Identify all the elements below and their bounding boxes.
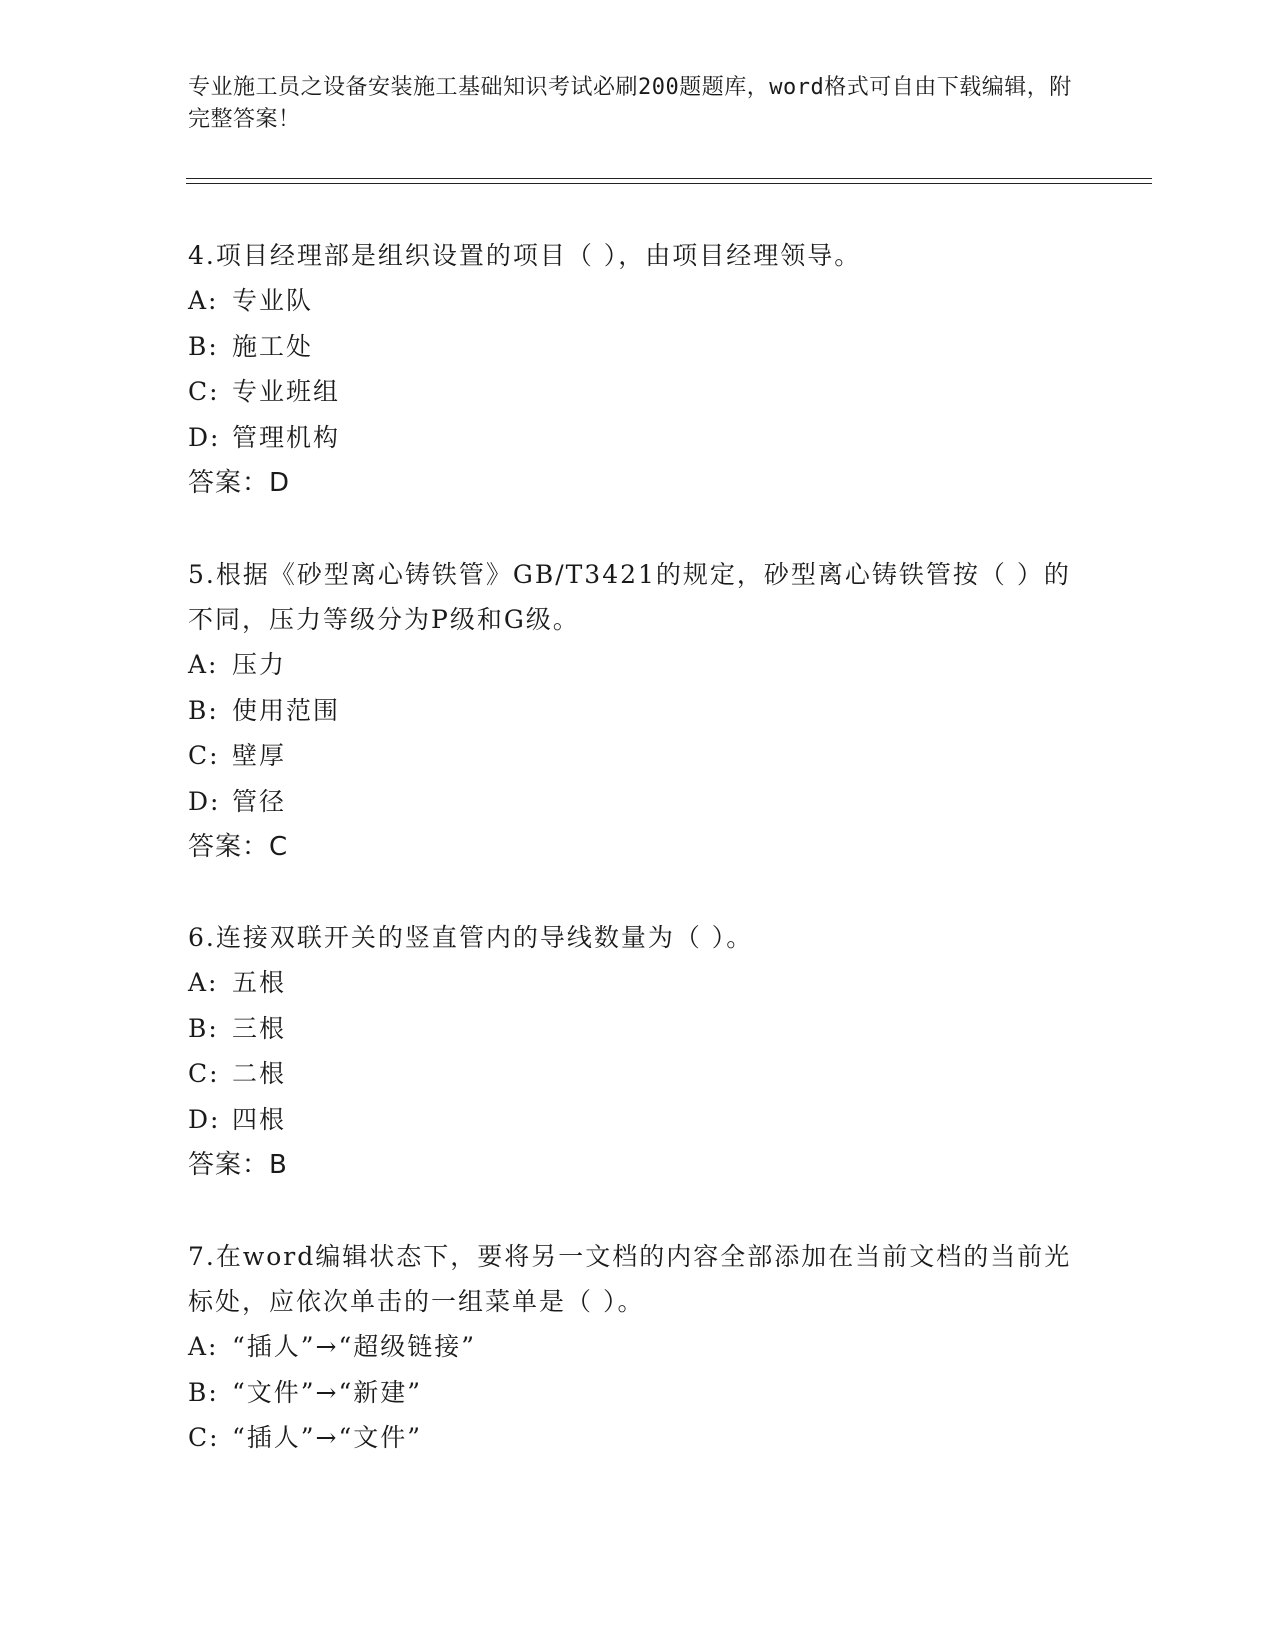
option-text: “插人”→“超级链接” [232, 1332, 477, 1361]
option-text: 三根 [232, 1013, 287, 1043]
option-text: 使用范围 [232, 695, 341, 725]
question-7 [188, 1234, 1088, 1461]
option-c [188, 1051, 1088, 1097]
option-text: 五根 [232, 968, 287, 997]
option-list [188, 278, 1088, 460]
option-key: C: [188, 377, 220, 406]
option-key: C: [188, 1423, 220, 1452]
option-b [188, 688, 1088, 734]
question-4 [188, 233, 1088, 506]
option-key: B: [188, 1377, 219, 1407]
option-a [188, 278, 1088, 324]
option-key: A: [188, 650, 219, 679]
option-b [188, 324, 1088, 370]
option-list [188, 960, 1088, 1142]
header-rule-bottom [186, 183, 1152, 184]
option-key: D: [188, 786, 221, 816]
option-a [188, 1324, 1088, 1370]
header-rule-top [186, 178, 1152, 179]
answer-line: 答案：B [188, 1150, 288, 1180]
option-text: 四根 [232, 1104, 287, 1134]
option-a [188, 960, 1088, 1006]
option-key: C: [188, 1059, 220, 1088]
option-text: “插人”→“文件” [232, 1423, 423, 1452]
option-text: 施工处 [232, 331, 314, 361]
option-d [188, 415, 1088, 461]
option-c [188, 369, 1088, 415]
option-key: B: [188, 695, 219, 725]
option-list [188, 1324, 1088, 1461]
question-stem: 6.连接双联开关的竖直管内的导线数量为（ ）。 [188, 923, 754, 952]
question-stem: 4.项目经理部是组织设置的项目（ ），由项目经理领导。 [188, 241, 862, 270]
option-key: C: [188, 741, 220, 770]
option-text: 管径 [232, 786, 287, 816]
option-text: 二根 [232, 1059, 287, 1088]
question-stem: 5.根据《砂型离心铸铁管》GB/T3421的规定，砂型离心铸铁管按（ ）的不同，压力等级分为P级和G级。 [188, 560, 1071, 634]
question-5 [188, 552, 1088, 870]
answer-line: 答案：D [188, 468, 291, 498]
option-d [188, 1097, 1088, 1143]
option-list [188, 642, 1088, 824]
option-b [188, 1006, 1088, 1052]
option-b [188, 1370, 1088, 1416]
question-stem: 7.在word编辑状态下，要将另一文档的内容全部添加在当前文档的当前光标处，应依次单击的一组菜单是（ ）。 [188, 1242, 1072, 1316]
option-key: A: [188, 968, 219, 997]
question-6 [188, 915, 1088, 1188]
option-key: D: [188, 422, 221, 452]
option-text: 壁厚 [232, 741, 287, 770]
option-key: D: [188, 1104, 221, 1134]
option-c [188, 1415, 1088, 1461]
option-text: “文件”→“新建” [232, 1377, 423, 1407]
option-c [188, 733, 1088, 779]
option-text: 压力 [232, 650, 287, 679]
option-a [188, 642, 1088, 688]
option-text: 管理机构 [232, 422, 341, 452]
option-text: 专业队 [232, 286, 314, 315]
option-d [188, 779, 1088, 825]
document-header-title: 专业施工员之设备安装施工基础知识考试必刷200题题库，word格式可自由下载编辑，附完整答案！ [188, 75, 1072, 132]
option-key: B: [188, 1013, 219, 1043]
option-key: A: [188, 1332, 219, 1361]
option-key: A: [188, 286, 219, 315]
option-text: 专业班组 [232, 377, 341, 406]
option-key: B: [188, 331, 219, 361]
answer-line: 答案：C [188, 832, 289, 862]
